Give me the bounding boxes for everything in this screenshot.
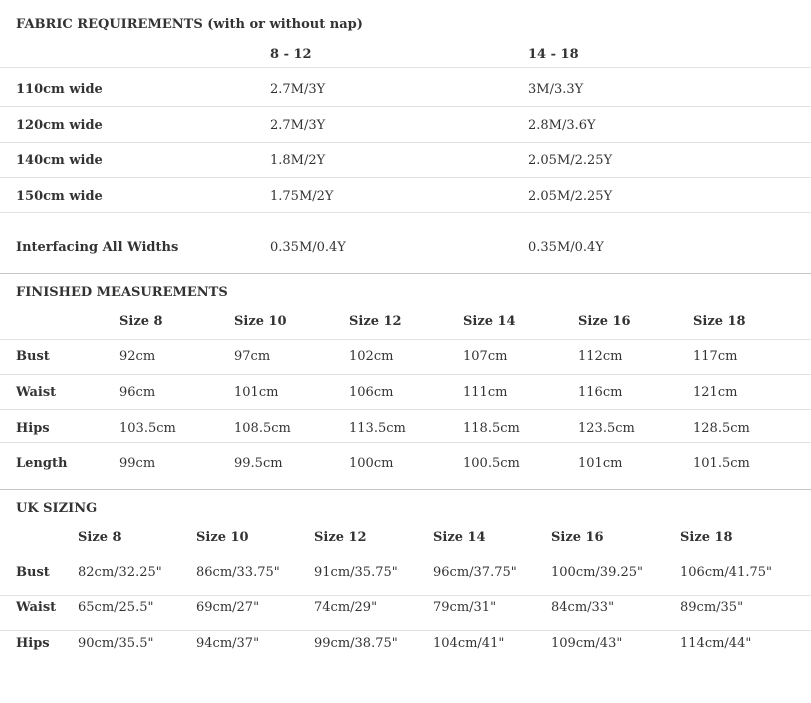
table-cell: 99cm/38.75" <box>314 636 398 651</box>
divider <box>0 409 811 410</box>
divider <box>0 212 811 213</box>
column-header: Size 12 <box>314 530 367 545</box>
divider <box>0 630 811 631</box>
table-cell: 103.5cm <box>119 421 176 436</box>
table-cell: 1.8M/2Y <box>270 153 326 168</box>
column-header: Size 10 <box>196 530 249 545</box>
divider <box>0 67 811 68</box>
table-cell: 86cm/33.75" <box>196 565 280 580</box>
divider <box>0 374 811 375</box>
table-cell: 114cm/44" <box>680 636 752 651</box>
table-cell: 99.5cm <box>234 456 283 471</box>
column-header: Size 18 <box>680 530 733 545</box>
table-cell: 107cm <box>463 349 508 364</box>
table-cell: 89cm/35" <box>680 600 744 615</box>
table-cell: 128.5cm <box>693 421 750 436</box>
table-cell: 104cm/41" <box>433 636 505 651</box>
table-cell: 1.75M/2Y <box>270 189 334 204</box>
row-label: 140cm wide <box>16 153 103 168</box>
table-cell: 101cm <box>234 385 279 400</box>
column-header: Size 16 <box>551 530 604 545</box>
column-header: Size 12 <box>349 314 402 329</box>
table-cell: 65cm/25.5" <box>78 600 154 615</box>
table-cell: 100cm/39.25" <box>551 565 643 580</box>
table-cell: 117cm <box>693 349 738 364</box>
column-header: Size 18 <box>693 314 746 329</box>
row-label: Bust <box>16 565 50 580</box>
table-cell: 116cm <box>578 385 623 400</box>
row-label: Hips <box>16 636 50 651</box>
row-label: Interfacing All Widths <box>16 240 179 255</box>
finished-measurements-section <box>0 274 811 490</box>
table-cell: 106cm/41.75" <box>680 565 772 580</box>
row-label: 120cm wide <box>16 118 103 133</box>
divider <box>0 339 811 340</box>
row-label: Hips <box>16 421 50 436</box>
table-cell: 96cm/37.75" <box>433 565 517 580</box>
table-cell: 101cm <box>578 456 623 471</box>
table-cell: 92cm <box>119 349 156 364</box>
table-cell: 111cm <box>463 385 508 400</box>
table-cell: 79cm/31" <box>433 600 497 615</box>
divider <box>0 142 811 143</box>
table-cell: 100cm <box>349 456 394 471</box>
column-header: Size 8 <box>78 530 122 545</box>
divider <box>0 106 811 107</box>
column-header: Size 8 <box>119 314 163 329</box>
table-cell: 108.5cm <box>234 421 291 436</box>
table-cell: 112cm <box>578 349 623 364</box>
table-cell: 118.5cm <box>463 421 520 436</box>
column-header: Size 16 <box>578 314 631 329</box>
table-cell: 2.05M/2.25Y <box>528 153 613 168</box>
table-cell: 100.5cm <box>463 456 520 471</box>
row-label: Length <box>16 456 68 471</box>
column-header: Size 10 <box>234 314 287 329</box>
table-cell: 2.8M/3.6Y <box>528 118 596 133</box>
table-cell: 97cm <box>234 349 271 364</box>
table-cell: 90cm/35.5" <box>78 636 154 651</box>
table-cell: 113.5cm <box>349 421 406 436</box>
row-label: Bust <box>16 349 50 364</box>
column-header: Size 14 <box>433 530 486 545</box>
table-cell: 3M/3.3Y <box>528 82 584 97</box>
table-cell: 69cm/27" <box>196 600 260 615</box>
fabric-requirements-section <box>0 0 811 274</box>
table-cell: 121cm <box>693 385 738 400</box>
divider <box>0 595 811 596</box>
divider <box>0 177 811 178</box>
table-cell: 91cm/35.75" <box>314 565 398 580</box>
table-cell: 0.35M/0.4Y <box>270 240 346 255</box>
table-cell: 2.7M/3Y <box>270 82 326 97</box>
fabric-header-row <box>0 47 811 67</box>
table-cell: 94cm/37" <box>196 636 260 651</box>
row-label: Waist <box>16 385 57 400</box>
table-cell: 102cm <box>349 349 394 364</box>
table-cell: 106cm <box>349 385 394 400</box>
uk-sizing-title: UK SIZING <box>16 501 98 516</box>
finished-measurements-title: FINISHED MEASUREMENTS <box>16 285 228 300</box>
uk-sizing-section <box>0 490 811 703</box>
table-cell: 74cm/29" <box>314 600 378 615</box>
table-cell: 99cm <box>119 456 156 471</box>
table-cell: 2.7M/3Y <box>270 118 326 133</box>
table-cell: 2.05M/2.25Y <box>528 189 613 204</box>
column-header: Size 14 <box>463 314 516 329</box>
table-cell: 96cm <box>119 385 156 400</box>
row-label: 110cm wide <box>16 82 103 97</box>
table-cell: 101.5cm <box>693 456 750 471</box>
table-cell: 82cm/32.25" <box>78 565 162 580</box>
table-cell: 123.5cm <box>578 421 635 436</box>
column-header: 8 - 12 <box>270 47 312 62</box>
column-header: 14 - 18 <box>528 47 579 62</box>
table-cell: 0.35M/0.4Y <box>528 240 604 255</box>
row-label: Waist <box>16 600 57 615</box>
table-cell: 84cm/33" <box>551 600 615 615</box>
row-label: 150cm wide <box>16 189 103 204</box>
fabric-requirements-title: FABRIC REQUIREMENTS (with or without nap) <box>16 17 363 32</box>
table-cell: 109cm/43" <box>551 636 623 651</box>
divider <box>0 442 811 443</box>
